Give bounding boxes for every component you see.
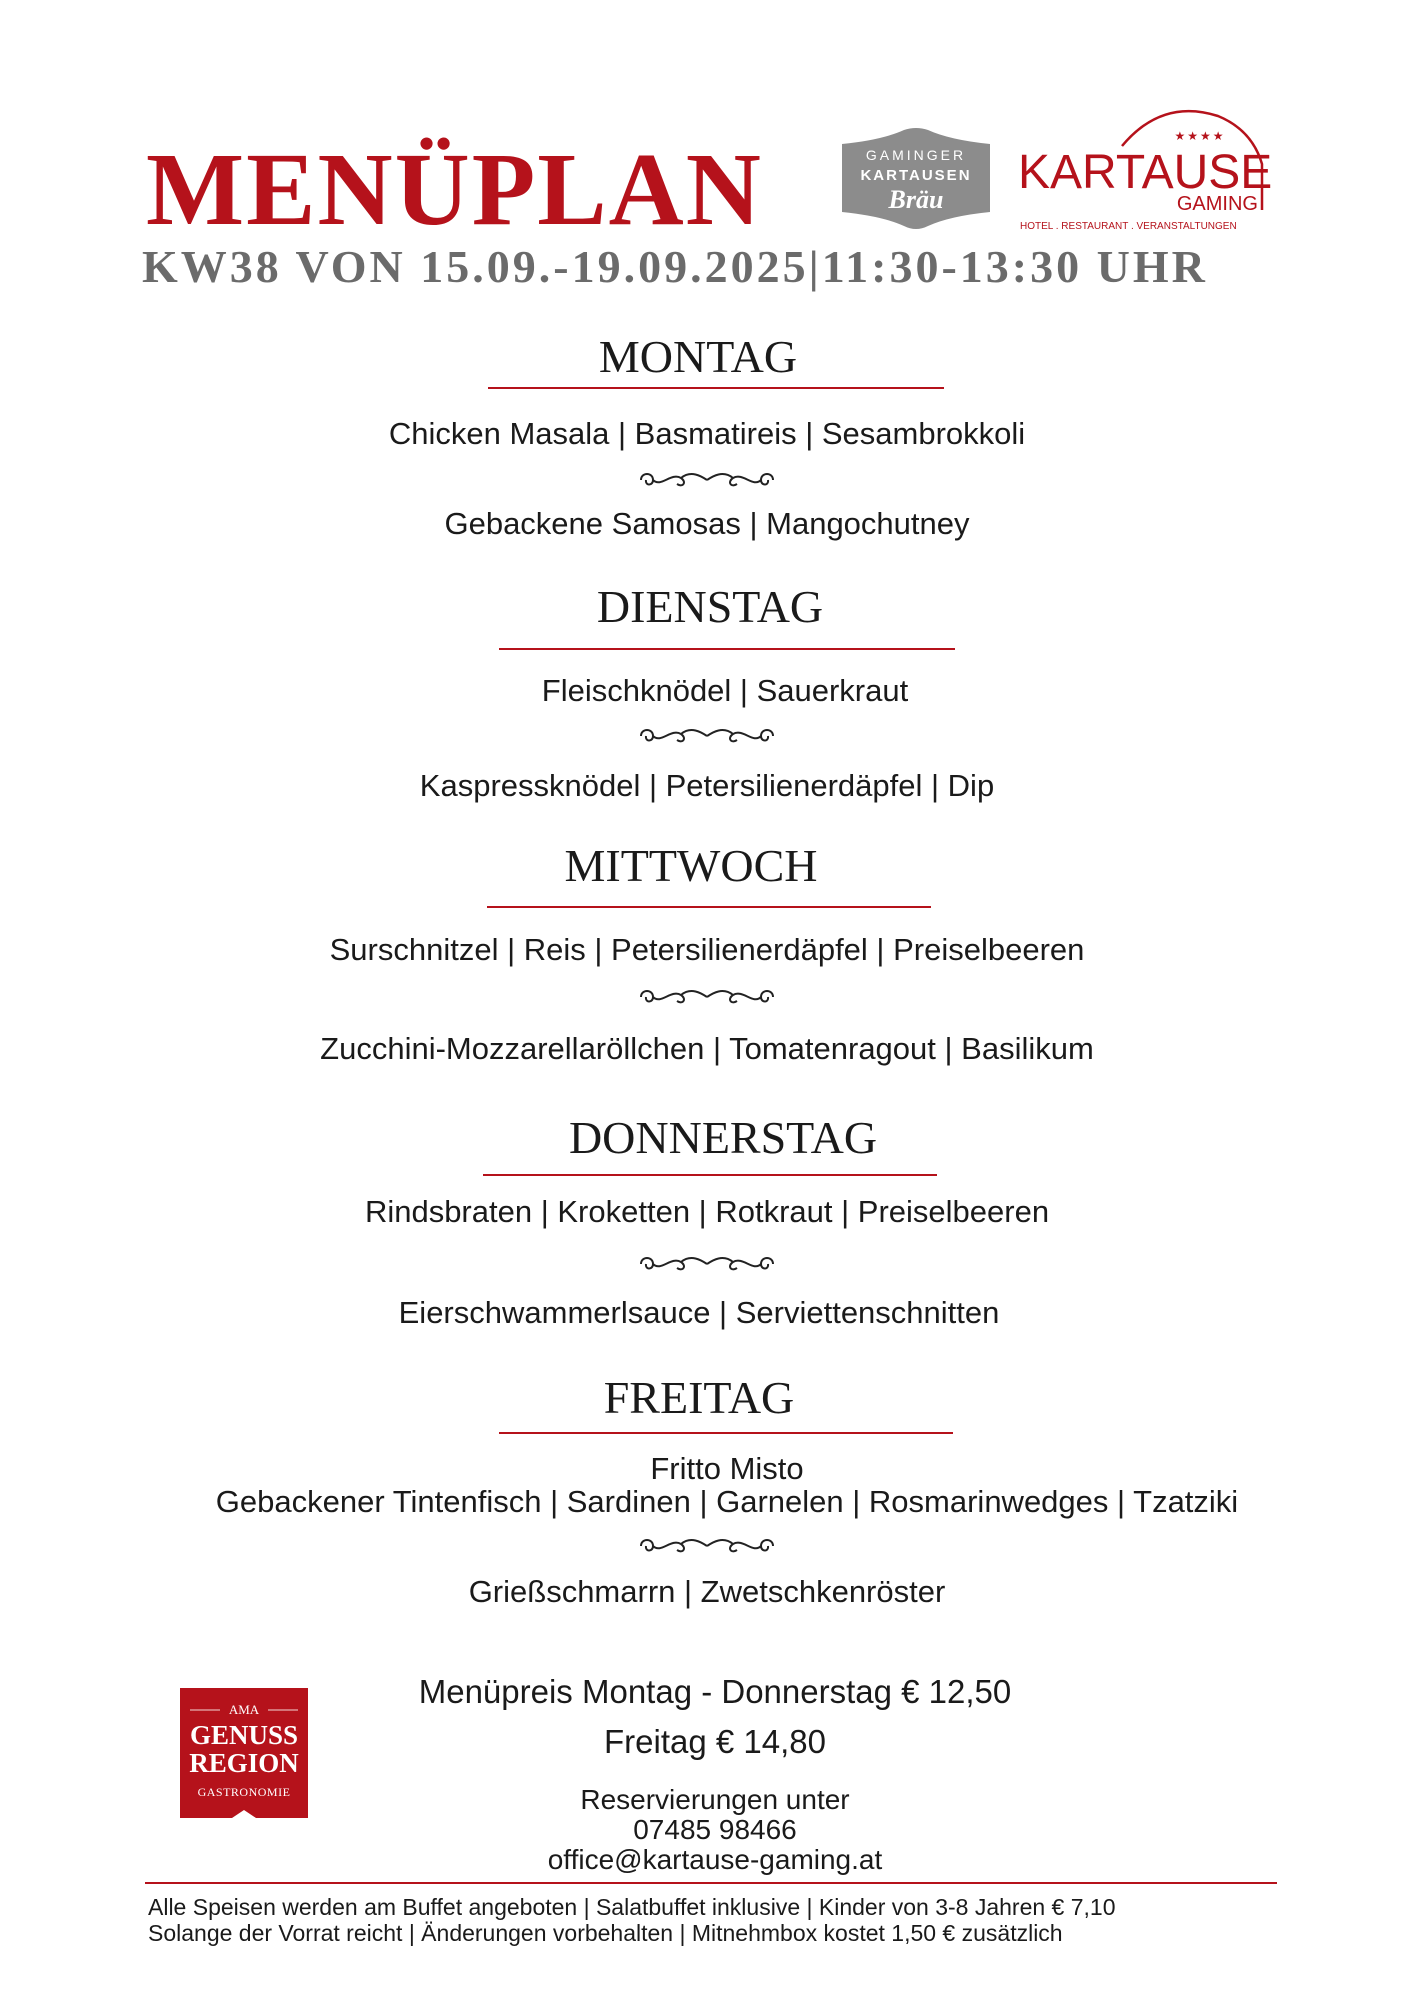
flourish-ornament-icon	[637, 724, 777, 748]
price-mon-thu: Menüpreis Montag - Donnerstag € 12,50	[418, 1673, 1012, 1710]
footer-divider	[145, 1882, 1277, 1884]
ama-line1: GENUSS	[189, 1720, 299, 1750]
flourish-divider	[0, 1252, 1414, 1276]
dish-donnerstag-1: Rindsbraten | Kroketten | Rotkraut | Preiselbeeren	[364, 1194, 1050, 1229]
dish-mittwoch-2: Zucchini-Mozzarellaröllchen | Tomatenragout | Basilikum	[320, 1031, 1094, 1066]
dish-freitag-1b: Gebackener Tintenfisch | Sardinen | Garnelen | Rosmarinwedges | Tzatziki	[215, 1484, 1239, 1519]
ama-top: AMA	[228, 1702, 260, 1717]
braeu-line3: Bräu	[888, 185, 944, 214]
page-title: MENÜPLAN	[146, 132, 763, 247]
flourish-ornament-icon	[637, 1534, 777, 1558]
dish-freitag-2: Grießschmarrn | Zwetschkenröster	[468, 1574, 946, 1609]
dish-donnerstag-2: Eierschwammerlsauce | Serviettenschnitten	[398, 1295, 1000, 1330]
day-divider	[499, 1432, 953, 1434]
day-heading-dienstag: DIENSTAG	[596, 581, 824, 632]
flourish-ornament-icon	[637, 468, 777, 492]
flourish-divider	[0, 468, 1414, 492]
kartause-logo	[1012, 102, 1282, 236]
flourish-ornament-icon	[637, 1252, 777, 1276]
dish-mittwoch-1: Surschnitzel | Reis | Petersilienerdäpfel | Preiselbeeren	[329, 932, 1085, 967]
week-subtitle: KW38 VON 15.09.-19.09.2025|11:30-13:30 UHR	[142, 241, 1208, 292]
flourish-ornament-icon	[637, 985, 777, 1009]
footer-note-1: Alle Speisen werden am Buffet angeboten | Salatbuffet inklusive | Kinder von 3-8 Jahren € 7,10	[148, 1894, 1116, 1920]
kartause-sub: GAMING	[1176, 193, 1258, 215]
reservation-phone[interactable]: 07485 98466	[633, 1814, 797, 1845]
day-divider	[499, 648, 955, 650]
ama-line3: GASTRONOMIE	[197, 1785, 291, 1799]
day-divider	[487, 906, 931, 908]
day-heading-freitag: FREITAG	[603, 1372, 795, 1423]
braeu-logo	[836, 126, 996, 236]
braeu-line2: KARTAUSEN	[860, 167, 972, 184]
day-heading-montag: MONTAG	[598, 331, 798, 382]
dish-montag-2: Gebackene Samosas | Mangochutney	[444, 506, 970, 541]
kartause-tagline: HOTEL . RESTAURANT . VERANSTALTUNGEN	[1020, 221, 1237, 232]
flourish-divider	[0, 985, 1414, 1009]
day-heading-donnerstag: DONNERSTAG	[568, 1112, 878, 1163]
dish-dienstag-2: Kaspressknödel | Petersilienerdäpfel | Dip	[419, 768, 995, 803]
ama-line2: REGION	[189, 1748, 299, 1778]
braeu-line1: GAMINGER	[865, 147, 967, 163]
kartause-name: KARTAUSE	[1018, 146, 1273, 199]
reservation-email[interactable]: office@kartause-gaming.at	[547, 1844, 883, 1875]
day-divider	[483, 1174, 937, 1176]
dish-montag-1: Chicken Masala | Basmatireis | Sesambrokkoli	[388, 416, 1026, 451]
day-divider	[488, 387, 944, 389]
dish-freitag-1a: Fritto Misto	[650, 1451, 804, 1486]
price-friday: Freitag € 14,80	[604, 1723, 826, 1760]
flourish-divider	[0, 724, 1414, 748]
footer-note-2: Solange der Vorrat reicht | Änderungen vorbehalten | Mitnehmbox kostet 1,50 € zusätzlich	[148, 1920, 1063, 1946]
flourish-divider	[0, 1534, 1414, 1558]
day-heading-mittwoch: MITTWOCH	[564, 840, 818, 891]
ama-genuss-region-logo	[176, 1686, 312, 1822]
kartause-stars: ★★★★	[1174, 129, 1226, 143]
dish-dienstag-1: Fleischknödel | Sauerkraut	[541, 673, 909, 708]
reservation-label: Reservierungen unter	[580, 1784, 850, 1815]
